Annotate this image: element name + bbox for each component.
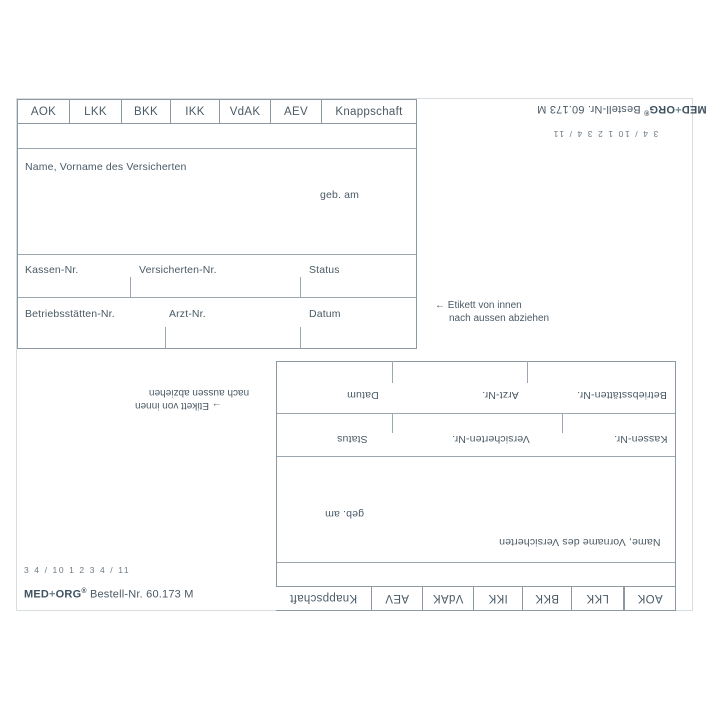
tick-bottom-right-a bbox=[562, 413, 563, 433]
brand-order-no: Bestell-Nr. 60.173 M bbox=[89, 588, 194, 601]
kassen-cell-bkk[interactable]: BKK bbox=[121, 99, 170, 124]
peel-note-line2: nach aussen abziehen bbox=[449, 313, 550, 324]
kassen-cell-vdak[interactable]: VdAK bbox=[219, 99, 270, 124]
field-label-geb-am-mirrored: geb. am bbox=[325, 508, 364, 520]
kassen-cell-aev-mirrored[interactable]: AEV bbox=[372, 586, 423, 611]
field-label-status-mirrored: Status bbox=[337, 433, 368, 445]
kassen-row-bottom bbox=[276, 586, 676, 611]
kassen-cell-lkk-mirrored[interactable]: LKK bbox=[572, 586, 624, 611]
brand-order-no-mirrored: Bestell-Nr. 60.173 M bbox=[537, 103, 641, 115]
tick-bottom-right-b bbox=[392, 413, 393, 433]
field-label-name-mirrored: Name, Vorname des Versicherten bbox=[499, 536, 661, 548]
kassen-row-top bbox=[17, 99, 417, 124]
kassen-cell-knappschaft[interactable]: Knappschaft bbox=[321, 99, 417, 124]
kassen-cell-vdak-mirrored[interactable]: VdAK bbox=[423, 586, 474, 611]
divider-top-left-1 bbox=[18, 148, 416, 149]
tick-bottom-right-d bbox=[392, 361, 393, 383]
code-line-bottom: 3 4 / 10 1 2 3 4 / 11 bbox=[24, 565, 131, 575]
field-label-kassen-nr-mirrored: Kassen-Nr. bbox=[614, 433, 668, 445]
code-line-top-mirrored: 3 4 / 10 1 2 3 4 / 11 bbox=[552, 129, 659, 139]
tick-bottom-right-c bbox=[527, 361, 528, 383]
tick-top-left-b bbox=[300, 277, 301, 297]
field-label-geb-am: geb. am bbox=[320, 189, 359, 201]
brand-plus-mirrored: + bbox=[674, 103, 682, 115]
tick-top-left-a bbox=[130, 277, 131, 297]
divider-top-left-2 bbox=[18, 254, 416, 255]
peel-arrow-icon: ← bbox=[435, 300, 445, 311]
field-label-betriebsstaetten-nr-mirrored: Betriebsstätten-Nr. bbox=[577, 389, 667, 401]
field-label-kassen-nr: Kassen-Nr. bbox=[25, 264, 79, 276]
kassen-cell-knappschaft-mirrored[interactable]: Knappschaft bbox=[276, 586, 372, 611]
field-label-versicherten-nr: Versicherten-Nr. bbox=[139, 264, 217, 276]
brand-registered: ® bbox=[81, 588, 87, 595]
brand-top-mirrored bbox=[537, 103, 707, 116]
peel-note-line1-mirrored: Etikett von innen bbox=[135, 400, 209, 411]
peel-note-line1: Etikett von innen bbox=[447, 300, 522, 311]
kassen-cell-ikk[interactable]: IKK bbox=[170, 99, 219, 124]
divider-bottom-right-2 bbox=[277, 456, 675, 457]
field-label-arzt-nr: Arzt-Nr. bbox=[169, 308, 206, 320]
form-card bbox=[16, 98, 707, 611]
peel-note-line2-mirrored: nach aussen abziehen bbox=[149, 387, 250, 398]
field-label-datum-mirrored: Datum bbox=[347, 389, 379, 401]
divider-bottom-right-1 bbox=[277, 562, 675, 563]
tick-top-left-d bbox=[300, 327, 301, 349]
peel-note-left-mirrored bbox=[135, 386, 249, 412]
kassen-cell-aok[interactable]: AOK bbox=[17, 99, 69, 124]
brand-org: ORG bbox=[55, 588, 82, 601]
peel-arrow-icon-mirrored: → bbox=[211, 400, 222, 411]
field-label-betriebsstaetten-nr: Betriebsstätten-Nr. bbox=[25, 308, 115, 320]
brand-name: MED bbox=[24, 588, 50, 601]
field-label-arzt-nr-mirrored: Arzt-Nr. bbox=[482, 389, 519, 401]
brand-plus: + bbox=[49, 588, 56, 601]
divider-top-left-3 bbox=[18, 297, 416, 298]
kassen-cell-bkk-mirrored[interactable]: BKK bbox=[523, 586, 572, 611]
tick-top-left-c bbox=[165, 327, 166, 349]
kassen-cell-lkk[interactable]: LKK bbox=[69, 99, 121, 124]
brand-registered-mirrored: ® bbox=[643, 108, 650, 116]
brand-name-mirrored: MED bbox=[681, 103, 707, 115]
field-label-name: Name, Vorname des Versicherten bbox=[25, 161, 187, 173]
kassen-cell-ikk-mirrored[interactable]: IKK bbox=[474, 586, 523, 611]
brand-bottom bbox=[24, 588, 194, 601]
divider-bottom-right-3 bbox=[277, 413, 675, 414]
kassen-cell-aev[interactable]: AEV bbox=[270, 99, 321, 124]
field-label-versicherten-nr-mirrored: Versicherten-Nr. bbox=[452, 433, 530, 445]
field-label-datum: Datum bbox=[309, 308, 341, 320]
field-label-status: Status bbox=[309, 264, 340, 276]
brand-org-mirrored: ORG bbox=[649, 103, 675, 115]
kassen-cell-aok-mirrored[interactable]: AOK bbox=[624, 586, 676, 611]
peel-note-right bbox=[435, 299, 549, 325]
